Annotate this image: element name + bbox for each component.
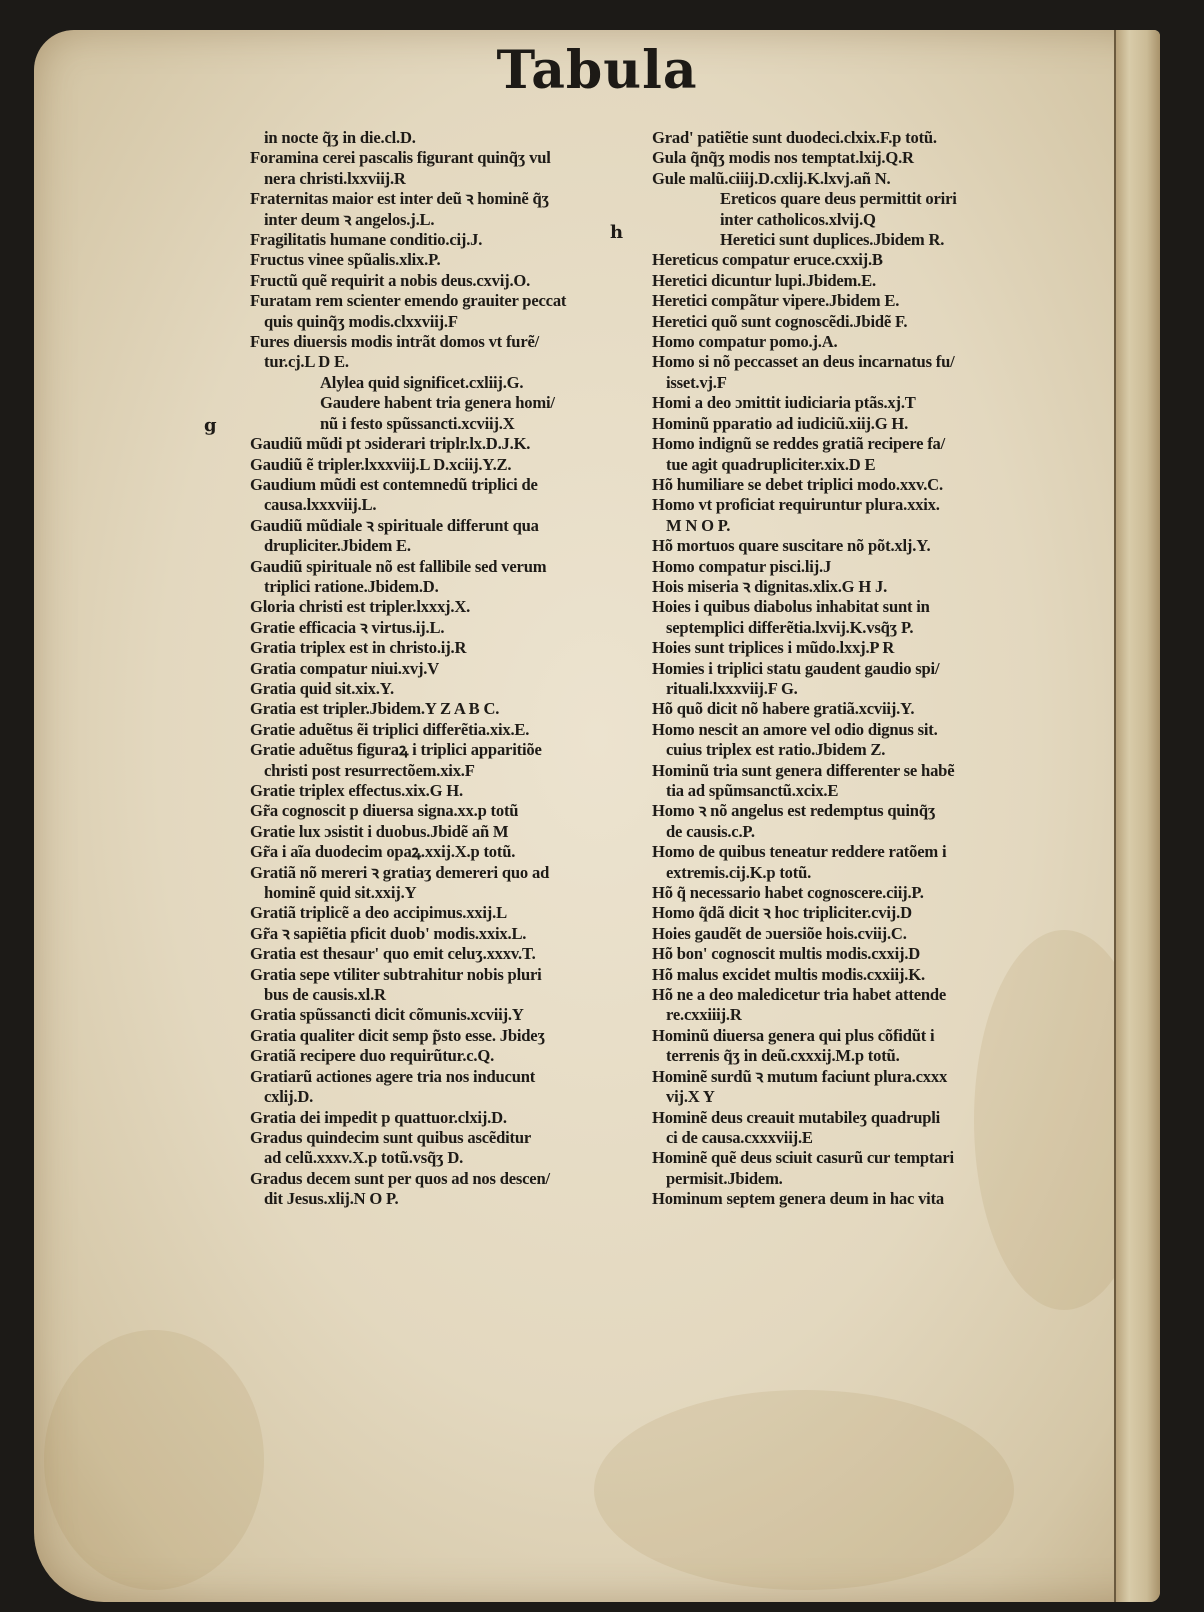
index-entry: Gradus quindecim sunt quibus ascẽditur (250, 1127, 532, 1147)
index-entry: Fructũ quẽ requirit a nobis deus.cxvij.O. (250, 270, 531, 290)
index-entry: Fragilitatis humane conditio.cij.J. (250, 230, 483, 250)
index-entry: Hõ q̃ necessario habet cognoscere.ciij.P. (652, 883, 924, 903)
index-entry: isset.vj.F (666, 372, 727, 392)
book-page (34, 30, 1160, 1602)
index-entry: Hominẽ quẽ deus sciuit casurũ cur temptari (652, 1148, 954, 1168)
index-entry: Gaudiũ mũdi pt ɔsiderari triplr.lx.D.J.K. (250, 434, 531, 454)
index-entry: Gratie aduẽtus ẽi triplici differẽtia.xix.E. (250, 719, 530, 739)
index-entry: Homies i triplici statu gaudent gaudio spi/ (652, 658, 940, 678)
index-entry: Homo compatur pisci.lij.J (652, 556, 832, 576)
index-entry: Heretici dicuntur lupi.Jbidem.E. (652, 270, 876, 290)
index-entry: cuius triplex est ratio.Jbidem Z. (666, 740, 886, 760)
index-entry: Grad' patiẽtie sunt duodeci.clxix.F.p totũ. (652, 128, 937, 147)
index-entry: Heretici compãtur vipere.Jbidem E. (652, 291, 900, 311)
stain (594, 1390, 1014, 1590)
index-entry: Homo vt proficiat requiruntur plura.xxix. (652, 495, 940, 515)
index-entry: cxlij.D. (264, 1087, 314, 1107)
index-entry: Hominũ pparatio ad iudiciũ.xiij.G H. (652, 413, 909, 433)
index-entry: ci de causa.cxxxviij.E (666, 1127, 813, 1147)
index-entry: Gratiã recipere duo requirũtur.c.Q. (250, 1046, 495, 1066)
index-entry: Gratia triplex est in christo.ij.R (250, 638, 467, 658)
index-entry: Gula q̃nq̃ʒ modis nos temptat.lxij.Q.R (652, 148, 914, 168)
index-entry: Hõ ne a deo maledicetur tria habet attende (652, 985, 947, 1005)
index-entry: Hõ bon' cognoscit multis modis.cxxij.D (652, 944, 921, 964)
index-entry: Homo nescit an amore vel odio dignus sit. (652, 719, 938, 739)
index-entry: Hominũ diuersa genera qui plus cõfidũt i (652, 1025, 935, 1045)
index-entry: permisit.Jbidem. (666, 1168, 783, 1188)
index-entry: Homo ꝛ nõ angelus est redemptus quinq̃ʒ (652, 801, 936, 821)
index-entry: Gratie aduẽtus figuraꝝ i triplici apparitiõe (250, 740, 542, 760)
index-entry: Hõ quõ dicit nõ habere gratiã.xcviij.Y. (652, 699, 915, 719)
index-entry: inter deum ꝛ angelos.j.L. (264, 209, 435, 229)
index-entry: Hominum septem genera deum in hac vita (652, 1189, 944, 1209)
index-entry: septemplici differẽtia.lxvij.K.vsq̃ʒ P. (666, 617, 914, 637)
index-entry: Fructus vinee spũalis.xlix.P. (250, 250, 441, 270)
index-entry: Alylea quid significet.cxliij.G. (320, 372, 524, 392)
index-entry: ad celũ.xxxv.X.p totũ.vsq̃ʒ D. (264, 1148, 464, 1168)
index-entry: inter catholicos.xlvij.Q (720, 209, 876, 229)
index-entry: tue agit quadrupliciter.xix.D E (666, 454, 876, 474)
index-entry: drupliciter.Jbidem E. (264, 536, 411, 556)
index-entry: M N O P. (666, 515, 731, 535)
index-entry: Fures diuersis modis intrãt domos vt furẽ/ (250, 332, 540, 352)
index-entry: Gaudiũ spirituale nõ est fallibile sed verum (250, 556, 547, 576)
index-entry: nera christi.lxxviij.R (264, 168, 406, 188)
index-entry: Gaudere habent tria genera homi/ (320, 393, 555, 413)
index-entry: vij.X Y (666, 1087, 715, 1107)
index-entry: Hoies gaudẽt de ɔuersiõe hois.cviij.C. (652, 923, 907, 943)
index-entry: Gloria christi est tripler.lxxxj.X. (250, 597, 471, 617)
index-entry: Gratiã triplicẽ a deo accipimus.xxij.L (250, 903, 507, 923)
index-entry: tia ad spũmsanctũ.xcix.E (666, 781, 839, 800)
index-entry: Foramina cerei pascalis figurant quinq̃ʒ vul (250, 148, 551, 168)
index-entry: Gratiã nõ mereri ꝛ gratiaʒ demereri quo ad (250, 862, 550, 882)
index-entry: Gratia sepe vtiliter subtrahitur nobis pluri (250, 964, 542, 984)
index-column-left (250, 128, 622, 1210)
index-entry: Gaudiũ mũdiale ꝛ spirituale differunt qua (250, 515, 539, 535)
index-entry: nũ i festo spũssancti.xcviij.X (320, 413, 515, 433)
index-entry: Hõ mortuos quare suscitare nõ põt.xlj.Y. (652, 536, 931, 556)
page-title: Tabula (496, 40, 698, 101)
index-entry: Gratie triplex effectus.xix.G H. (250, 781, 463, 800)
index-entry: Gr̃a cognoscit p diuersa signa.xx.p totũ (250, 801, 519, 821)
index-entry: Gratia qualiter dicit semp p̃sto esse. Jbideʒ (250, 1025, 545, 1045)
index-entry: dit Jesus.xlij.N O P. (264, 1189, 399, 1209)
index-entry: Homo indignũ se reddes gratiã recipere fa/ (652, 434, 946, 454)
index-entry: Hominẽ deus creauit mutabileʒ quadrupli (652, 1107, 941, 1127)
index-entry: Gratia est tripler.Jbidem.Y Z A B C. (250, 699, 500, 719)
index-entry: Hoies sunt triplices i mũdo.lxxj.P R (652, 638, 895, 658)
index-entry: Hõ humiliare se debet triplici modo.xxv.C. (652, 474, 943, 494)
index-entry: Homo compatur pomo.j.A. (652, 332, 838, 352)
index-entry: Hoies i quibus diabolus inhabitat sunt in (652, 597, 930, 617)
index-entry: hominẽ quid sit.xxij.Y (264, 883, 417, 903)
index-entry: Gratia compatur niui.xvj.V (250, 658, 440, 678)
index-entry: Hominũ tria sunt genera differenter se habẽ (652, 760, 955, 780)
index-entry: rituali.lxxxviij.F G. (666, 678, 798, 698)
index-entry: Homo si nõ peccasset an deus incarnatus fu/ (652, 352, 955, 372)
index-entry: tur.cj.L D E. (264, 352, 349, 372)
index-entry: Gaudiũ ẽ tripler.lxxxviij.L D.xciij.Y.Z. (250, 454, 512, 474)
index-entry: quis quinq̃ʒ modis.clxxviij.F (264, 311, 458, 331)
index-entry: triplici ratione.Jbidem.D. (264, 576, 439, 596)
index-entry: Homo q̃dã dicit ꝛ hoc tripliciter.cvij.D (652, 903, 912, 923)
index-entry: Gr̃a i aĩa duodecim opaꝝ.xxij.X.p totũ. (250, 842, 516, 862)
index-entry: in nocte q̃ʒ in die.cl.D. (264, 128, 416, 147)
index-entry: Furatam rem scienter emendo grauiter peccat (250, 291, 567, 311)
margin-letter-h: h (610, 222, 624, 243)
index-entry: Fraternitas maior est inter deũ ꝛ hominẽ q̃ʒ (250, 189, 549, 209)
index-entry: Gratiarũ actiones agere tria nos inducunt (250, 1066, 536, 1086)
index-entry: Hominẽ surdũ ꝛ mutum faciunt plura.cxxx (652, 1066, 948, 1086)
index-entry: Ereticos quare deus permittit oriri (720, 189, 957, 209)
stain (44, 1330, 264, 1590)
margin-letter-g: g (204, 415, 217, 436)
index-entry: Homo de quibus teneatur reddere ratõem i (652, 842, 947, 862)
index-entry: Gr̃a ꝛ sapiẽtia pficit duob' modis.xxix.L. (250, 923, 527, 943)
index-entry: Hereticus compatur eruce.cxxij.B (652, 250, 883, 270)
index-entry: Gule malũ.ciiij.D.cxlij.K.lxvj.añ N. (652, 168, 891, 188)
index-entry: extremis.cij.K.p totũ. (666, 862, 812, 882)
index-entry: Heretici quõ sunt cognoscẽdi.Jbidẽ F. (652, 311, 908, 331)
index-entry: Gradus decem sunt per quos ad nos descen/ (250, 1168, 550, 1188)
index-entry: re.cxxiiij.R (666, 1005, 742, 1025)
index-entry: de causis.c.P. (666, 821, 755, 841)
index-entry: christi post resurrectõem.xix.F (264, 760, 475, 780)
index-entry: Gratie lux ɔsistit i duobus.Jbidẽ añ M (250, 821, 509, 841)
index-entry: Hois miseria ꝛ dignitas.xlix.G H J. (652, 576, 888, 596)
adjacent-page-edge (1114, 30, 1160, 1602)
index-entry: Gratia quid sit.xix.Y. (250, 678, 394, 698)
index-entry: causa.lxxxviij.L. (264, 495, 377, 515)
index-entry: Gratia dei impedit p quattuor.clxij.D. (250, 1107, 507, 1127)
index-entry: Gratia spũssancti dicit cõmunis.xcviij.Y (250, 1005, 524, 1025)
index-entry: bus de causis.xl.R (264, 985, 386, 1005)
index-entry: Hõ malus excidet multis modis.cxxiij.K. (652, 964, 925, 984)
index-entry: Gaudium mũdi est contemnedũ triplici de (250, 474, 538, 494)
index-entry: terrenis q̃ʒ in deũ.cxxxij.M.p totũ. (666, 1046, 900, 1066)
index-entry: Heretici sunt duplices.Jbidem R. (720, 230, 945, 250)
index-entry: Gratie efficacia ꝛ virtus.ij.L. (250, 617, 445, 637)
index-entry: Gratia est thesaur' quo emit celuʒ.xxxv.T. (250, 944, 536, 964)
index-entry: Homi a deo ɔmittit iudiciaria ptãs.xj.T (652, 393, 916, 413)
index-column-right (652, 128, 1052, 1210)
